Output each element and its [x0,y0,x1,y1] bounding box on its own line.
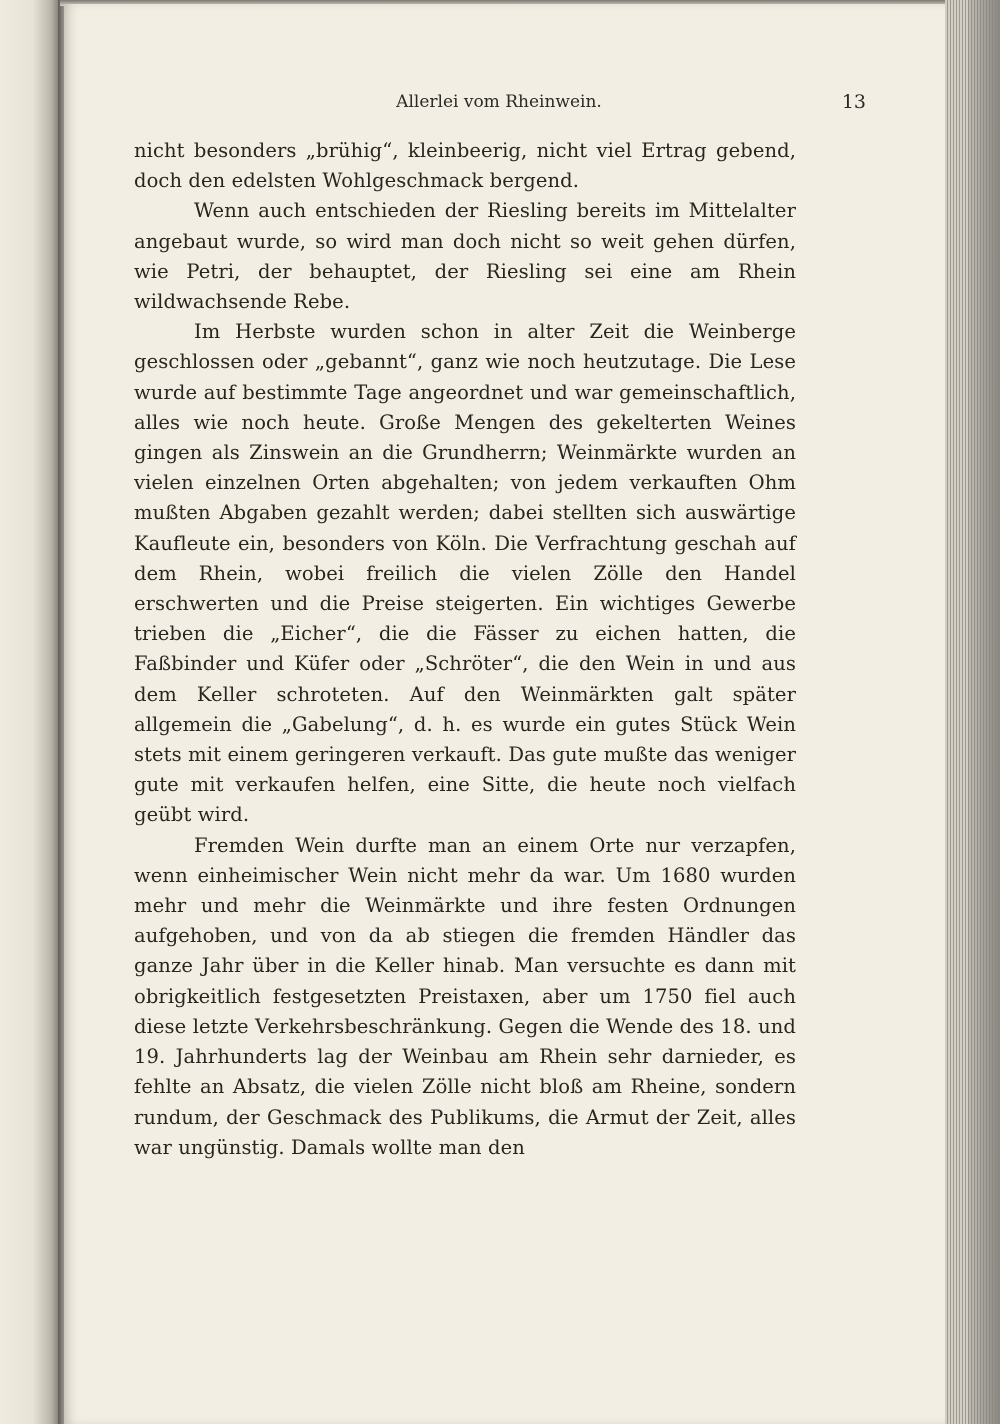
running-title: Allerlei vom Rheinwein. [396,92,602,112]
paragraph-1: nicht besonders „brühig“, kleinbeerig, nicht viel Ertrag gebend, doch den edelsten Wohlgeschmack bergend. [134,139,796,193]
page-number: 13 [841,91,866,113]
paragraph-3: Im Herbste wurden schon in alter Zeit die Weinberge geschlossen oder „gebannt“, ganz wie noch heutzutage. Die Lese wurde auf bestimmte Tage angeordnet und war gemeinschaftlich, alles wie noch heute. Große Mengen des gekelterten Weines gingen als Zinswein an die Grundherrn; Weinmärkte wurden an vielen einzelnen Orten abgehalten; von jedem verkauften Ohm mußten Abgaben gezahlt werden; dabei stellten sich auswärtige Kaufleute ein, besonders von Köln. Die Verfrachtung geschah auf dem Rhein, wobei freilich die vielen Zölle den Handel erschwerten und die Preise steigerten. Ein wichtiges Gewerbe trieben die „Eicher“, die die Fässer zu eichen hatten, die Faßbinder und Küfer oder „Schröter“, die den Wein in und aus dem Keller schroteten. Auf den Weinmärkten galt später allgemein die „Gabelung“, d. h. es wurde ein gutes Stück Wein stets mit einem geringeren verkauft. Das gute mußte das weniger gute mit verkaufen helfen, eine Sitte, die heute noch vielfach geübt wird. [134,320,796,827]
body-text [134,136,796,1163]
page-edges-shadow [968,0,1000,1424]
paragraph-2: Wenn auch entschieden der Riesling bereits im Mittelalter angebaut wurde, so wird man doch nicht so weit gehen dürfen, wie Petri, der behauptet, der Riesling sei eine am Rhein wildwachsende Rebe. [134,199,796,314]
page-header [134,88,864,116]
book-page [64,4,948,1424]
left-page-edge [0,0,60,1424]
paragraph-4: Fremden Wein durfte man an einem Orte nur verzapfen, wenn einheimischer Wein nicht mehr da war. Um 1680 wurden mehr und mehr die Weinmärkte und ihre festen Ordnungen aufgehoben, und von da ab stiegen die fremden Händler das ganze Jahr über in die Keller hinab. Man versuchte es dann mit obrigkeitlich festgesetzten Preistaxen, aber um 1750 fiel auch diese letzte Verkehrsbeschränkung. Gegen die Wende des 18. und 19. Jahrhunderts lag der Weinbau am Rhein sehr darnieder, es fehlte an Absatz, die vielen Zölle nicht bloß am Rheine, sondern rundum, der Geschmack des Publikums, die Armut der Zeit, alles war ungünstig. Damals wollte man den [134,833,796,1159]
